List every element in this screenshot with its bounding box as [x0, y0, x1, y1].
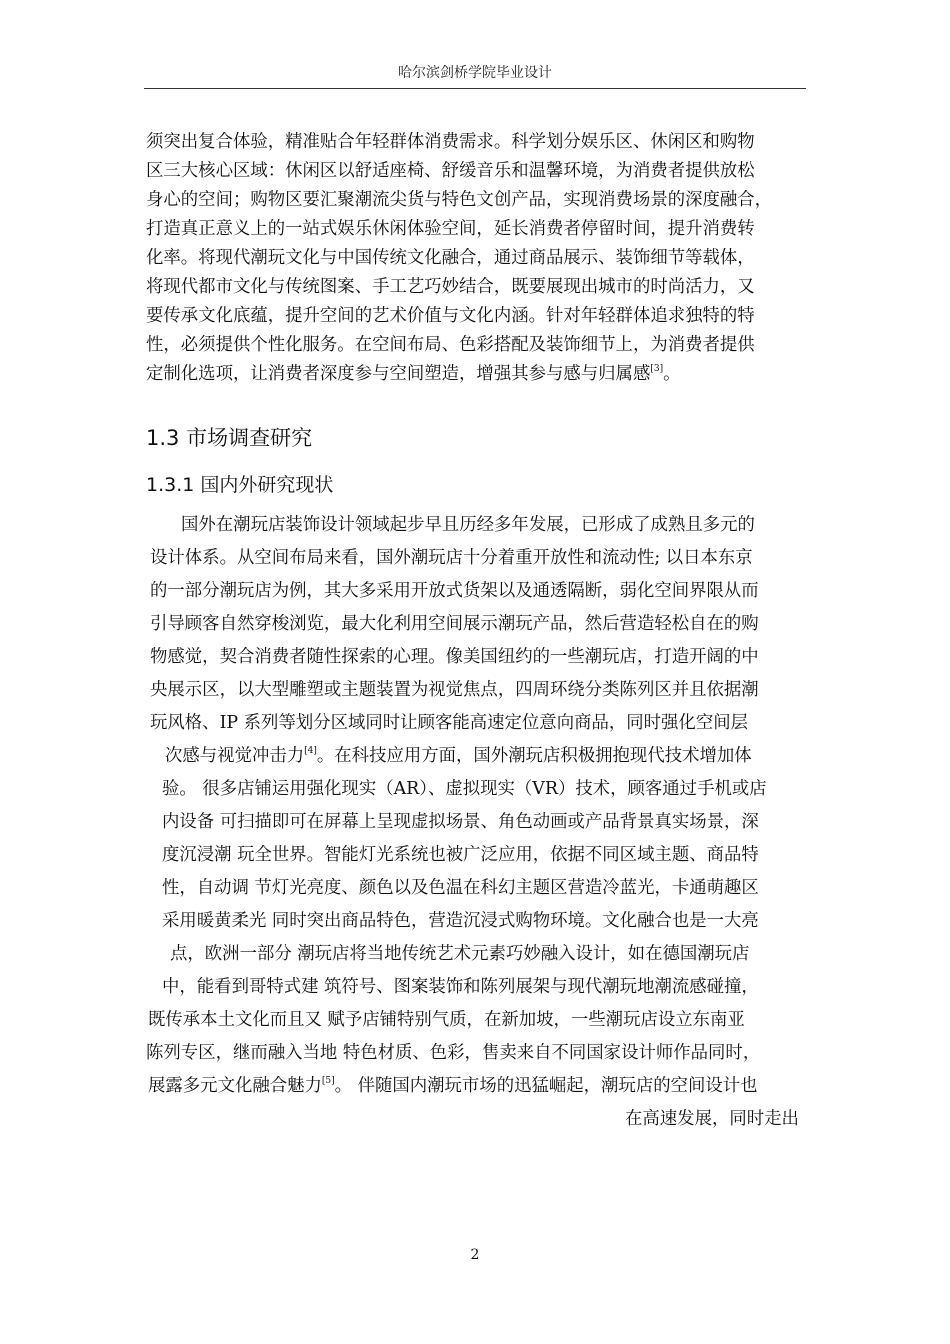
- text-line: 区三大核心区域：休闲区以舒适座椅、舒缓音乐和温馨环境，为消费者提供放松: [146, 161, 755, 181]
- text-line: 验。 很多店铺运用强化现实（AR）、虚拟现实（VR）技术，顾客通过手机或店: [162, 779, 767, 799]
- text-line: 身心的空间；购物区要汇聚潮流尖货与特色文创产品，实现消费场景的深度融合，: [146, 190, 773, 210]
- subsection-heading: 1.3.1 国内外研究现状: [146, 474, 334, 496]
- text-segment: 。 伴随国内潮玩市场的迅猛崛起，潮玩店的空间设计也: [334, 1076, 758, 1096]
- text-line: 物感觉，契合消费者随性探索的心理。像美国纽约的一些潮玩店，打造开阔的中: [150, 647, 759, 667]
- text-line: 既传承本土文化而且又 赋予店铺特别气质，在新加坡，一些潮玩店设立东南亚: [148, 1010, 745, 1030]
- text-line: 中，能看到哥特式建 筑符号、图案装饰和陈列展架与现代潮玩地潮流感碰撞，: [162, 977, 759, 997]
- text-segment: 展露多元文化融合魅力: [148, 1076, 322, 1096]
- text-line: 玩风格、IP 系列等划分区域同时让顾客能高速定位意向商品，同时强化空间层: [150, 713, 748, 733]
- text-line: 陈列专区，继而融入当地 特色材质、色彩，售卖来自不同国家设计师作品同时，: [146, 1043, 761, 1063]
- text-line: 设计体系。从空间布局来看，国外潮玩店十分着重开放性和流动性; 以日本东京: [150, 548, 753, 568]
- text-line: 性，自动调 节灯光亮度、颜色以及色温在科幻主题区营造冷蓝光，卡通萌趣区: [162, 878, 759, 898]
- page-number: 2: [470, 1247, 480, 1263]
- text-line: 国外在潮玩店装饰设计领域起步早且历经多年发展，已形成了成熟且多元的: [181, 515, 755, 535]
- text-line: 要传承文化底蕴，提升空间的艺术价值与文化内涵。针对年轻群体追求独特的特: [146, 306, 755, 326]
- text-line: 度沉浸潮 玩全世界。智能灯光系统也被广泛应用，依据不同区域主题、商品特: [162, 845, 759, 865]
- text-line: 的一部分潮玩店为例，其大多采用开放式货架以及通透隔断，弱化空间界限从而: [150, 581, 759, 601]
- text-line: 打造真正意义上的一站式娱乐休闲体验空间，延长消费者停留时间，提升消费转: [146, 219, 755, 239]
- text-line: [165, 744, 752, 768]
- text-line: 化率。将现代潮玩文化与中国传统文化融合，通过商品展示、装饰细节等载体，: [146, 248, 755, 268]
- text-line: 须突出复合体验，精准贴合年轻群体消费需求。科学划分娱乐区、休闲区和购物: [146, 132, 755, 152]
- text-segment: 。: [663, 364, 681, 384]
- text-line: 将现代都市文化与传统图案、手工艺巧妙结合，既要展现出城市的时尚活力，又: [146, 277, 755, 297]
- citation-marker: [4]: [304, 746, 317, 757]
- citation-marker: [5]: [321, 1076, 335, 1087]
- text-segment: 次感与视觉冲击力: [165, 746, 305, 766]
- text-segment: 定制化选项，让消费者深度参与空间塑造，增强其参与感与归属感: [146, 364, 651, 384]
- text-line: 点，欧洲一部分 潮玩店将当地传统艺术元素巧妙融入设计，如在德国潮玩店: [170, 944, 750, 964]
- text-line: 内设备 可扫描即可在屏幕上呈现虚拟场景、角色动画或产品背景真实场景，深: [162, 812, 759, 832]
- text-line: 引导顾客自然穿梭浏览，最大化利用空间展示潮玩产品，然后营造轻松自在的购: [150, 614, 759, 634]
- text-line: 性，必须提供个性化服务。在空间布局、色彩搭配及装饰细节上，为消费者提供: [146, 335, 755, 355]
- text-line: [146, 362, 681, 386]
- text-line: 央展示区，以大型雕塑或主题装置为视觉焦点，四周环绕分类陈列区并且依据潮: [150, 680, 759, 700]
- header-divider: [144, 88, 806, 89]
- section-heading: 1.3 市场调查研究: [146, 426, 313, 450]
- text-line: 采用暖黄柔光 同时突出商品特色，营造沉浸式购物环境。文化融合也是一大亮: [162, 911, 759, 931]
- text-line: 在高速发展，同时走出: [625, 1109, 799, 1129]
- page-header-title: 哈尔滨剑桥学院毕业设计: [398, 65, 552, 81]
- text-segment: 。在科技应用方面，国外潮玩店积极拥抱现代技术增加体: [316, 746, 752, 766]
- text-line: [148, 1074, 758, 1098]
- citation-marker: [3]: [650, 364, 664, 375]
